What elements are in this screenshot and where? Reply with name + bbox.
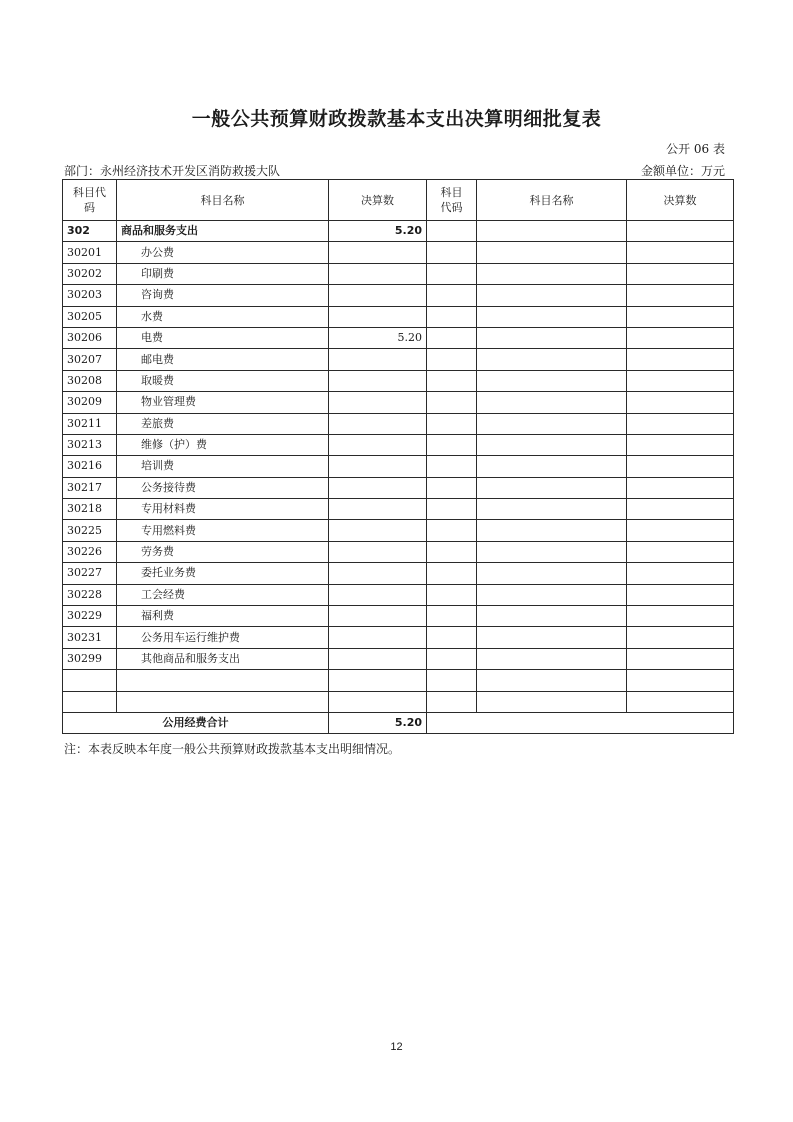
empty-cell	[477, 306, 627, 327]
row-amount	[329, 392, 427, 413]
row-name: 培训费	[117, 456, 329, 477]
empty-cell	[627, 392, 734, 413]
row-amount	[329, 563, 427, 584]
row-code: 30209	[63, 392, 117, 413]
row-code: 30201	[63, 242, 117, 263]
empty-cell	[329, 691, 427, 712]
empty-cell	[627, 221, 734, 242]
row-code: 30208	[63, 370, 117, 391]
amount-unit-label: 金额单位：万元	[640, 164, 725, 178]
row-amount	[329, 606, 427, 627]
row-amount	[329, 306, 427, 327]
empty-cell	[117, 691, 329, 712]
table-row	[63, 306, 734, 327]
empty-cell	[477, 434, 627, 455]
table-row	[63, 648, 734, 669]
empty-cell	[477, 456, 627, 477]
table-row	[63, 263, 734, 284]
row-name: 印刷费	[117, 263, 329, 284]
empty-cell	[427, 221, 477, 242]
row-amount	[329, 242, 427, 263]
table-row	[63, 499, 734, 520]
table-row	[63, 606, 734, 627]
page-number: 12	[390, 1041, 403, 1053]
row-name: 维修（护）费	[117, 434, 329, 455]
empty-cell	[427, 263, 477, 284]
empty-cell	[427, 349, 477, 370]
row-code: 30216	[63, 456, 117, 477]
row-name: 取暖费	[117, 370, 329, 391]
row-code: 30227	[63, 563, 117, 584]
empty-cell	[477, 627, 627, 648]
empty-cell	[627, 477, 734, 498]
row-code: 30225	[63, 520, 117, 541]
row-amount: 5.20	[329, 327, 427, 348]
empty-cell	[477, 520, 627, 541]
row-code: 30202	[63, 263, 117, 284]
empty-cell	[627, 306, 734, 327]
row-name: 工会经费	[117, 584, 329, 605]
empty-cell	[63, 670, 117, 691]
empty-cell	[627, 670, 734, 691]
row-code: 30207	[63, 349, 117, 370]
row-code: 30231	[63, 627, 117, 648]
empty-cell	[627, 499, 734, 520]
row-code: 30226	[63, 541, 117, 562]
empty-cell	[477, 242, 627, 263]
empty-cell	[627, 606, 734, 627]
empty-cell	[477, 263, 627, 284]
table-row	[63, 370, 734, 391]
detail-rows	[63, 242, 734, 670]
row-name: 邮电费	[117, 349, 329, 370]
empty-cell	[627, 691, 734, 712]
table-row	[63, 434, 734, 455]
row-name: 劳务费	[117, 541, 329, 562]
header-name: 科目名称	[117, 180, 329, 221]
header-code-2	[427, 180, 477, 221]
row-name: 公务用车运行维护费	[117, 627, 329, 648]
row-name: 水费	[117, 306, 329, 327]
empty-cell	[627, 413, 734, 434]
footnote: 注：本表反映本年度一般公共预算财政拨款基本支出明细情况。	[64, 742, 401, 756]
row-amount	[329, 584, 427, 605]
row-code: 30299	[63, 648, 117, 669]
row-name: 福利费	[117, 606, 329, 627]
empty-cell	[627, 456, 734, 477]
row-amount	[329, 541, 427, 562]
row-code: 30217	[63, 477, 117, 498]
blank-row	[63, 670, 734, 691]
row-code: 30206	[63, 327, 117, 348]
empty-cell	[427, 242, 477, 263]
empty-cell	[427, 670, 477, 691]
row-amount	[329, 263, 427, 284]
empty-cell	[627, 285, 734, 306]
table-row	[63, 477, 734, 498]
header-code-line1: 科目代	[73, 186, 106, 199]
empty-cell	[627, 541, 734, 562]
empty-cell	[427, 285, 477, 306]
empty-cell	[427, 370, 477, 391]
row-amount	[329, 520, 427, 541]
empty-cell	[427, 392, 477, 413]
row-amount	[329, 413, 427, 434]
table-row	[63, 327, 734, 348]
empty-cell	[427, 541, 477, 562]
empty-cell	[427, 563, 477, 584]
header-name-2: 科目名称	[477, 180, 627, 221]
empty-cell	[427, 691, 477, 712]
row-name: 电费	[117, 327, 329, 348]
row-name: 委托业务费	[117, 563, 329, 584]
row-code: 30218	[63, 499, 117, 520]
row-code: 30229	[63, 606, 117, 627]
table-row	[63, 349, 734, 370]
total-label: 公用经费合计	[63, 712, 329, 733]
table-row	[63, 541, 734, 562]
empty-cell	[427, 456, 477, 477]
empty-cell	[427, 648, 477, 669]
header-amount-2: 决算数	[627, 180, 734, 221]
table-row	[63, 584, 734, 605]
row-name: 差旅费	[117, 413, 329, 434]
header-code2-line1: 科目	[440, 186, 463, 199]
total-amount: 5.20	[329, 712, 427, 733]
page-title: 一般公共预算财政拨款基本支出决算明细批复表	[191, 108, 602, 130]
category-name: 商品和服务支出	[117, 221, 329, 242]
table-row	[63, 413, 734, 434]
empty-cell	[477, 327, 627, 348]
category-amount: 5.20	[329, 221, 427, 242]
empty-cell	[627, 520, 734, 541]
row-amount	[329, 477, 427, 498]
header-code-line2: 码	[84, 201, 95, 214]
department-label: 部门：永州经济技术开发区消防救援大队	[64, 164, 281, 178]
row-code: 30203	[63, 285, 117, 306]
table-row	[63, 285, 734, 306]
table-row	[63, 563, 734, 584]
blank-row	[63, 691, 734, 712]
empty-cell	[627, 584, 734, 605]
empty-cell	[627, 370, 734, 391]
empty-cell	[427, 327, 477, 348]
empty-cell	[427, 434, 477, 455]
empty-cell	[477, 392, 627, 413]
header-code	[63, 180, 117, 221]
empty-cell	[627, 648, 734, 669]
empty-cell	[477, 563, 627, 584]
row-amount	[329, 349, 427, 370]
empty-cell	[477, 370, 627, 391]
table-row	[63, 456, 734, 477]
empty-cell	[427, 306, 477, 327]
row-name: 物业管理费	[117, 392, 329, 413]
row-code: 30205	[63, 306, 117, 327]
empty-cell	[329, 670, 427, 691]
empty-cell	[427, 606, 477, 627]
empty-cell	[477, 477, 627, 498]
row-amount	[329, 370, 427, 391]
empty-cell	[627, 242, 734, 263]
row-code: 30211	[63, 413, 117, 434]
empty-cell	[477, 670, 627, 691]
empty-cell	[627, 563, 734, 584]
header-code2-line2: 代码	[440, 201, 463, 214]
row-amount	[329, 456, 427, 477]
row-name: 专用材料费	[117, 499, 329, 520]
row-name: 公务接待费	[117, 477, 329, 498]
table-header-row	[63, 180, 734, 221]
empty-cell	[477, 691, 627, 712]
empty-cell	[427, 413, 477, 434]
empty-cell	[477, 648, 627, 669]
total-row	[63, 712, 734, 733]
table-row	[63, 627, 734, 648]
row-name: 办公费	[117, 242, 329, 263]
row-name: 咨询费	[117, 285, 329, 306]
table-row	[63, 242, 734, 263]
empty-cell	[117, 670, 329, 691]
category-row	[63, 221, 734, 242]
empty-cell	[427, 627, 477, 648]
empty-cell	[627, 349, 734, 370]
total-empty-cell	[427, 712, 734, 733]
empty-cell	[427, 477, 477, 498]
table-row	[63, 520, 734, 541]
empty-cell	[627, 627, 734, 648]
expenditure-table	[62, 179, 734, 734]
empty-cell	[427, 520, 477, 541]
row-amount	[329, 285, 427, 306]
row-amount	[329, 627, 427, 648]
row-name: 专用燃料费	[117, 520, 329, 541]
row-code: 30228	[63, 584, 117, 605]
empty-cell	[477, 413, 627, 434]
empty-cell	[477, 221, 627, 242]
empty-cell	[477, 285, 627, 306]
row-amount	[329, 434, 427, 455]
row-amount	[329, 499, 427, 520]
empty-cell	[477, 349, 627, 370]
empty-cell	[477, 541, 627, 562]
row-code: 30213	[63, 434, 117, 455]
table-row	[63, 392, 734, 413]
empty-cell	[477, 584, 627, 605]
table-number: 公开 06 表	[666, 142, 725, 156]
empty-cell	[627, 327, 734, 348]
empty-cell	[477, 499, 627, 520]
empty-cell	[477, 606, 627, 627]
empty-cell	[63, 691, 117, 712]
header-amount: 决算数	[329, 180, 427, 221]
empty-cell	[627, 263, 734, 284]
row-name: 其他商品和服务支出	[117, 648, 329, 669]
empty-cell	[427, 584, 477, 605]
empty-cell	[427, 499, 477, 520]
empty-cell	[627, 434, 734, 455]
category-code: 302	[63, 221, 117, 242]
row-amount	[329, 648, 427, 669]
